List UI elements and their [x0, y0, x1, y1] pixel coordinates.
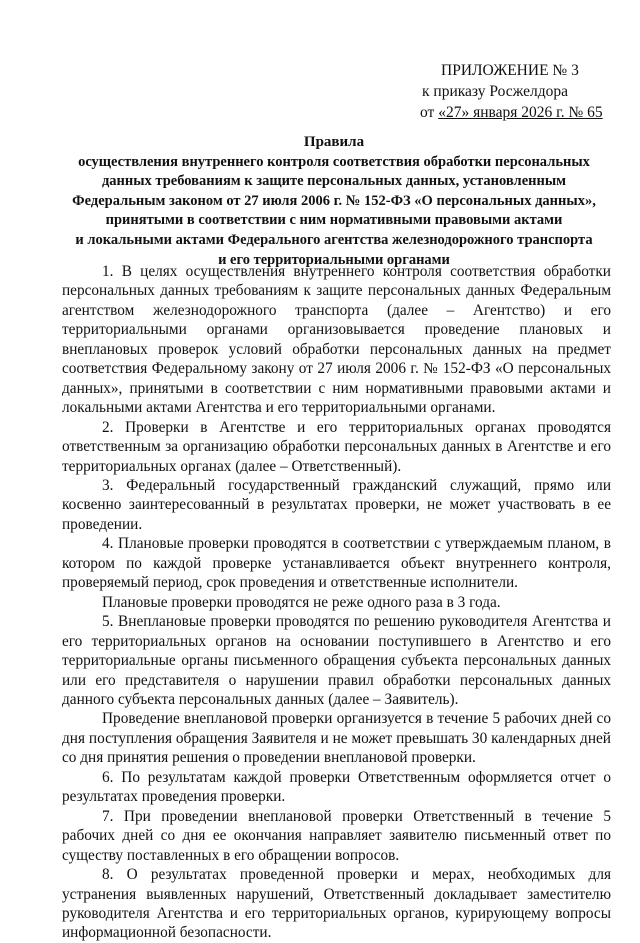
paragraph-8: 8. О результатах проведенной проверки и мерах, необходимых для устранения выявленных нарушений, Ответственный докладывает заместителю руководителя Агентства и его территориальных органов, курирующему вопросы информационной безопасности.	[62, 866, 611, 942]
order-date-number: «27» января 2026 г. № 65	[438, 104, 603, 121]
paragraph-6: 6. По результатам каждой проверки Ответственным оформляется отчет о результатах проведения проверки.	[62, 768, 611, 806]
paragraph-3: 3. Федеральный государственный гражданский служащий, прямо или косвенно заинтересованный в результатах проверки, не может участвовать в ее проведении.	[62, 476, 611, 533]
order-date-line	[400, 102, 610, 123]
appendix-number: ПРИЛОЖЕНИЕ № 3	[441, 62, 579, 79]
appendix-header	[400, 60, 610, 123]
title-line: и его территориальными органами	[218, 251, 450, 268]
order-date-prefix: от	[420, 104, 439, 121]
paragraph-2: 2. Проверки в Агентстве и его территориальных органах проводятся ответственным за организацию обработки персональных данных в Агентстве и его территориальных органах (далее – Ответственный).	[62, 418, 611, 475]
order-reference: к приказу Росжелдора	[422, 83, 568, 100]
title-line: принятыми в соответствии с ним нормативными правовыми актами	[105, 212, 563, 229]
paragraph-5: 5. Внеплановые проверки проводятся по решению руководителя Агентства и его территориальных органов на основании поступившего в Агентство и его территориальные органы письменного обращения субъекта персональных данных или его представителя о нарушении правил обработки персональных данных данного субъекта персональных данных (далее – Заявитель).	[62, 613, 611, 708]
paragraph-7: 7. При проведении внеплановой проверки Ответственный в течение 5 рабочих дней со дня ее окончания направляет заявителю письменный ответ по существу поставленных в его обращении вопросов.	[62, 807, 611, 864]
title-main: Правила	[303, 134, 365, 150]
title-line: данных требованиям к защите персональных данных, установленным	[101, 173, 567, 190]
paragraph-5-timing: Проведение внеплановой проверки организуется в течение 5 рабочих дней со дня поступления обращения Заявителя и не может превышать 30 календарных дней со дня принятия решения о проведении внеплановой проверки.	[62, 710, 611, 767]
paragraph-4: 4. Плановые проверки проводятся в соответствии с утверждаемым планом, в котором по каждой проверке устанавливается объект внутреннего контроля, проверяемый период, срок проведения и ответственные исполнители.	[62, 535, 611, 592]
title-line: и локальными актами Федерального агентства железнодорожного транспорта	[75, 231, 593, 248]
paragraph-4-frequency: Плановые проверки проводятся не реже одного раза в 3 года.	[102, 593, 501, 611]
document-body	[62, 262, 611, 943]
title-line: Федеральным законом от 27 июля 2006 г. № 152-ФЗ «О персональных данных»,	[72, 192, 596, 209]
title-line: осуществления внутреннего контроля соответствия обработки персональных	[78, 153, 590, 170]
paragraph-1: 1. В целях осуществления внутреннего контроля соответствия обработки персональных данных требованиям к защите персональных данных Федеральным агентством железнодорожного транспорта (далее – Агентство) и его территориальными органами организовывается проведение плановых и внеплановых проверок условий обработки персональных данных на предмет соответствия Федеральному закону от 27 июля 2006 г. № 152-ФЗ «О персональных данных», принятыми в соответствии с ним нормативными правовыми актами и локальными актами Агентства и его территориальными органами.	[62, 263, 611, 417]
document-title	[56, 133, 612, 270]
